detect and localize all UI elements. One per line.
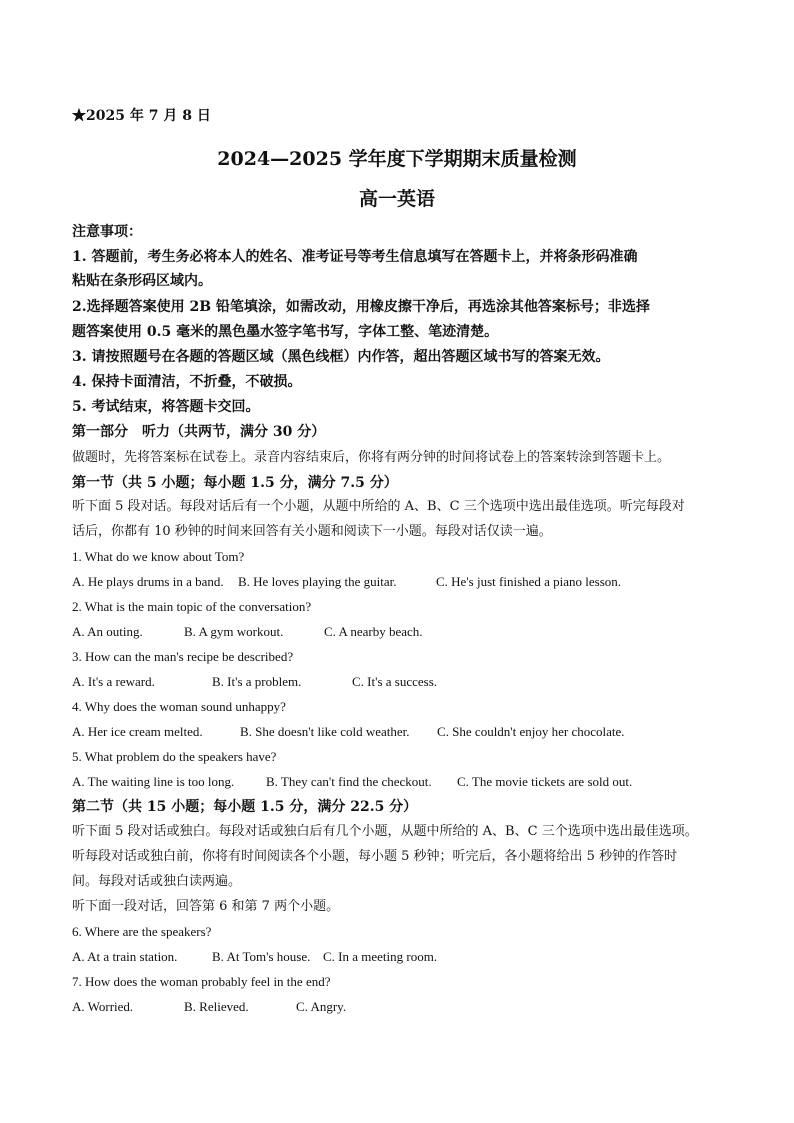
option-c: C. It's a success. [352, 674, 438, 689]
section1-instruction: 话后，你都有 10 秒钟的时间来回答有关小题和阅读下一小题。每段对话仅读一遍。 [72, 524, 552, 539]
option-a: A. Her ice cream melted. [72, 724, 203, 739]
section1-heading: 第一节（共 5 小题；每小题 1.5 分，满分 7.5 分） [72, 475, 398, 491]
notice-heading: 注意事项： [72, 224, 142, 240]
question-stem: 1. What do we know about Tom? [72, 549, 245, 564]
option-c: C. In a meeting room. [323, 949, 438, 964]
question-stem: 4. Why does the woman sound unhappy? [72, 699, 286, 714]
option-b: B. At Tom's house. [212, 949, 311, 964]
section1-instruction: 听下面 5 段对话。每段对话后有一个小题，从题中所给的 A、B、C 三个选项中选出最佳选项。听完每段对 [72, 499, 685, 514]
option-b: B. She doesn't like cold weather. [240, 724, 410, 739]
question-stem: 5. What problem do the speakers have? [72, 749, 277, 764]
option-a: A. The waiting line is too long. [72, 774, 235, 789]
part1-instruction: 做题时，先将答案标在试卷上。录音内容结束后，你将有两分钟的时间将试卷上的答案转涂到答题卡上。 [72, 450, 671, 465]
question-stem: 7. How does the woman probably feel in the end? [72, 974, 331, 989]
option-a: A. It's a reward. [72, 674, 155, 689]
option-b: B. He loves playing the guitar. [238, 574, 397, 589]
section2-heading: 第二节（共 15 小题；每小题 1.5 分，满分 22.5 分） [72, 799, 418, 815]
section2-instruction: 听每段对话或独白前，你将有时间阅读各个小题，每小题 5 秒钟；听完后，各小题将给出 5 秒钟的作答时 [72, 849, 678, 864]
option-c: C. He's just finished a piano lesson. [436, 574, 622, 589]
option-c: C. The movie tickets are sold out. [457, 774, 633, 789]
subject-title: 高一英语 [358, 188, 435, 210]
question-stem: 3. How can the man's recipe be described? [72, 649, 294, 664]
option-a: A. An outing. [72, 624, 143, 639]
option-a: A. Worried. [72, 999, 134, 1014]
option-b: B. A gym workout. [184, 624, 284, 639]
exam-date: ★2025 年 7 月 8 日 [72, 108, 211, 124]
option-c: C. She couldn't enjoy her chocolate. [437, 724, 625, 739]
question-stem: 6. Where are the speakers? [72, 924, 212, 939]
notice-item: 题答案使用 0.5 毫米的黑色墨水签字笔书写，字体工整、笔迹清楚。 [72, 324, 499, 340]
option-b: B. It's a problem. [212, 674, 302, 689]
option-c: C. A nearby beach. [324, 624, 423, 639]
notice-item: 3. 请按照题号在各题的答题区域（黑色线框）内作答，超出答题区域书写的答案无效。 [72, 349, 610, 365]
option-a: A. He plays drums in a band. [72, 574, 224, 589]
part1-heading: 第一部分 听力（共两节，满分 30 分） [72, 424, 326, 440]
question-stem: 2. What is the main topic of the conversation? [72, 599, 312, 614]
dialogue-intro: 听下面一段对话，回答第 6 和第 7 两个小题。 [72, 899, 340, 914]
notice-item: 粘贴在条形码区域内。 [72, 273, 212, 289]
notice-item: 2.选择题答案使用 2B 铅笔填涂，如需改动，用橡皮擦干净后，再选涂其他答案标号；非选择 [72, 299, 650, 315]
option-b: B. They can't find the checkout. [266, 774, 432, 789]
section2-instruction: 间。每段对话或独白读两遍。 [72, 874, 242, 889]
notice-item: 5. 考试结束，将答题卡交回。 [72, 399, 260, 415]
option-b: B. Relieved. [184, 999, 249, 1014]
notice-item: 4. 保持卡面清洁，不折叠，不破损。 [72, 374, 302, 390]
section2-instruction: 听下面 5 段对话或独白。每段对话或独白后有几个小题，从题中所给的 A、B、C 三个选项中选出最佳选项。 [72, 824, 698, 839]
notice-item: 1. 答题前，考生务必将本人的姓名、准考证号等考生信息填写在答题卡上，并将条形码准确 [72, 249, 638, 265]
exam-title: 2024—2025 学年度下学期期末质量检测 [217, 148, 577, 170]
option-a: A. At a train station. [72, 949, 178, 964]
option-c: C. Angry. [296, 999, 347, 1014]
